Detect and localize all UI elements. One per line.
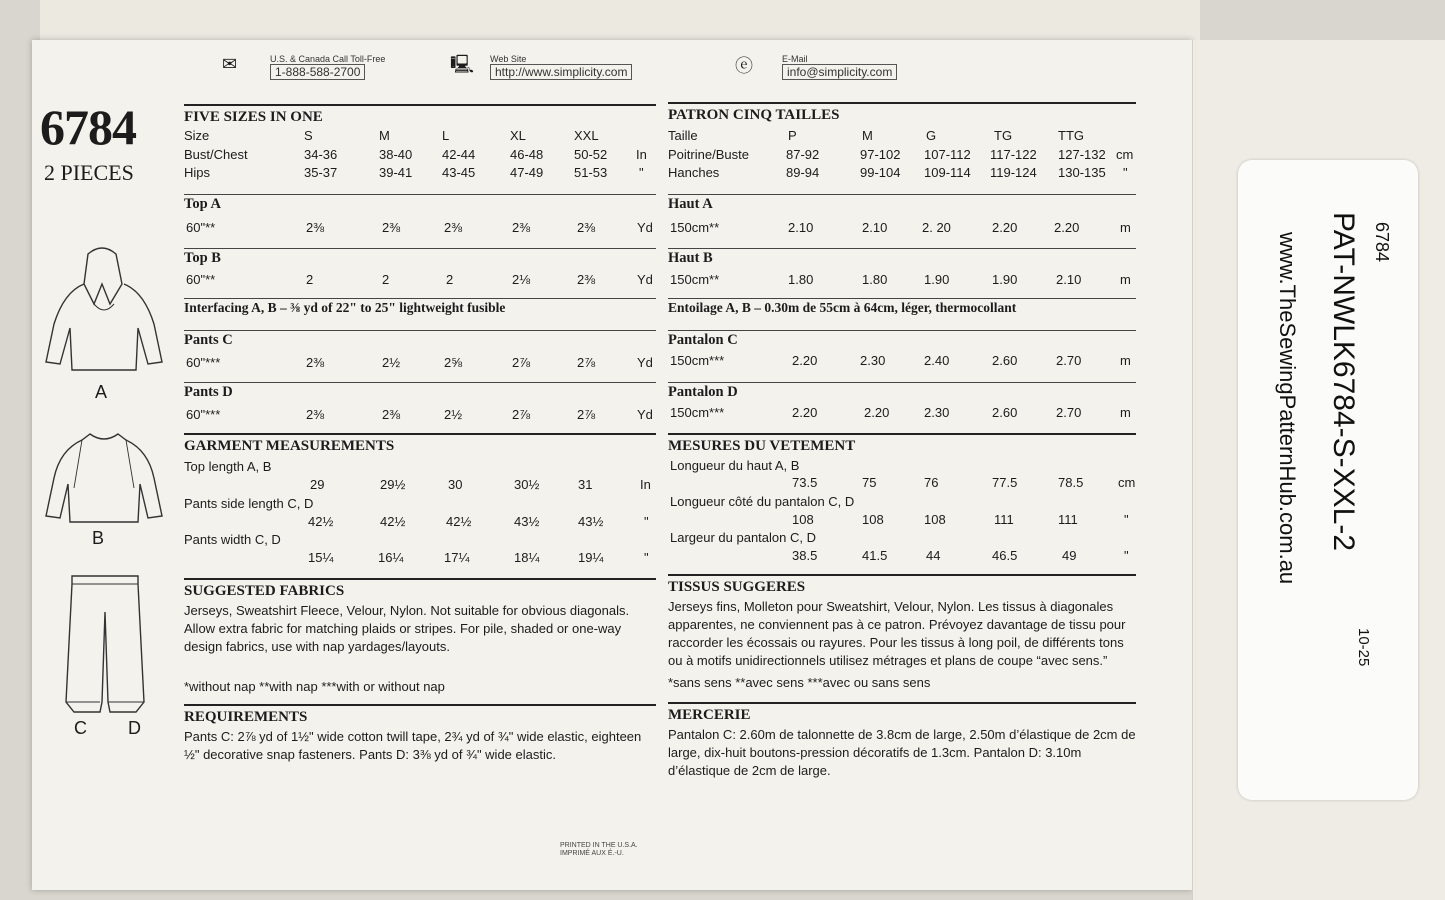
row-label: Hanches xyxy=(668,165,720,180)
cell: 2.20 xyxy=(792,405,818,420)
cell: 107-112 xyxy=(924,147,971,162)
pants-side-row-fr xyxy=(668,512,1136,530)
unit: cm xyxy=(1118,475,1136,490)
cell: 2⅝ xyxy=(444,355,463,370)
cell: 119-124 xyxy=(990,165,1037,180)
garment-title-fr: MESURES DU VETEMENT xyxy=(668,433,1136,455)
requirements-text-fr: Pantalon C: 2.60m de talonnette de 3.8cm de large, 2.50m d’élastique de 2cm de large, dix-huit boutons-pression décoratifs de 1.3cm. Pantalon D: 3.10m d’élastique de 2cm de large. xyxy=(668,727,1136,778)
size-cell: TG xyxy=(994,128,1013,143)
top-length-row-fr xyxy=(668,475,1136,493)
cell: 49 xyxy=(1062,548,1077,563)
size-label: Taille xyxy=(668,128,698,143)
cell: 75 xyxy=(862,475,877,490)
pants-d-row xyxy=(184,407,656,425)
top-length-label-fr xyxy=(668,458,1136,476)
cell: 78.5 xyxy=(1058,475,1084,490)
size-row xyxy=(184,128,656,146)
size-cell: G xyxy=(926,128,937,143)
cell: 43½ xyxy=(514,514,540,529)
cell: 2⅞ xyxy=(577,355,596,370)
pattern-number: 6784 xyxy=(40,99,136,155)
row-label: Pants width C, D xyxy=(184,532,281,547)
unit: Yd xyxy=(637,220,653,235)
cell: 87-92 xyxy=(786,147,820,162)
cell: 2.10 xyxy=(1056,272,1082,287)
cell: 38.5 xyxy=(792,548,818,563)
web-label: Web Site xyxy=(490,54,527,64)
pants-c-row xyxy=(184,355,656,373)
printed-fr: IMPRIMÉ AUX É.-U. xyxy=(560,850,624,857)
cell: 42½ xyxy=(308,514,334,529)
email-label: E-Mail xyxy=(782,54,808,64)
garment-title: GARMENT MEASUREMENTS xyxy=(184,433,656,455)
size-cell: M xyxy=(862,128,873,143)
sweatshirt-sketch xyxy=(44,428,164,526)
view-label-c: C xyxy=(74,718,87,738)
row-label: Bust/Chest xyxy=(184,147,248,162)
cell: 2.30 xyxy=(860,353,886,368)
hoodie-sketch xyxy=(44,244,164,374)
pattern-pieces: 2 PIECES xyxy=(44,160,134,185)
cell: 2.20 xyxy=(792,353,818,368)
cell: 2.30 xyxy=(924,405,950,420)
unit: " xyxy=(1124,512,1129,527)
cell: 2⅛ xyxy=(512,272,531,287)
pants-c-title: Pants C xyxy=(184,330,656,349)
fabrics-title-fr: TISSUS SUGGERES xyxy=(668,574,1136,596)
row-label: 60"*** xyxy=(186,355,221,370)
cell: 109-114 xyxy=(924,165,971,180)
pants-side-row xyxy=(184,514,656,532)
cell: 77.5 xyxy=(992,475,1018,490)
nap-note-fr: *sans sens **avec sens ***avec ou sans sens xyxy=(668,675,931,690)
top-b-title-fr: Haut B xyxy=(668,248,1136,267)
cell: 29 xyxy=(310,477,325,492)
phone-number: 1-888-588-2700 xyxy=(270,64,365,80)
unit: cm xyxy=(1116,147,1134,162)
web-contact xyxy=(490,54,632,80)
computer-icon: 🖳 xyxy=(450,54,475,75)
size-cell: TTG xyxy=(1058,128,1084,143)
cell: 42-44 xyxy=(442,147,476,162)
bust-row xyxy=(184,147,656,165)
unit: In xyxy=(636,147,647,162)
pants-c-row-fr xyxy=(668,353,1136,371)
unit: In xyxy=(640,477,651,492)
cell: 2⅜ xyxy=(306,407,325,422)
sizes-title-fr: PATRON CINQ TAILLES xyxy=(668,102,1136,124)
cell: 42½ xyxy=(446,514,472,529)
row-label: 150cm*** xyxy=(670,353,725,368)
top-a-row xyxy=(184,220,656,238)
cell: 130-135 xyxy=(1058,165,1106,180)
unit: Yd xyxy=(637,355,653,370)
cell: 2.20 xyxy=(1054,220,1080,235)
row-label: Longueur du haut A, B xyxy=(670,458,800,473)
sizes-title: FIVE SIZES IN ONE xyxy=(184,104,656,126)
size-cell: XXL xyxy=(574,128,599,143)
cell: 42½ xyxy=(380,514,406,529)
envelope-top-edge xyxy=(40,0,1200,42)
view-label-b: B xyxy=(92,528,105,548)
phone-contact xyxy=(270,54,385,80)
sticker-code: PAT-NWLK6784-S-XXL-2 xyxy=(1327,212,1360,552)
email-contact xyxy=(782,54,897,80)
row-label: 150cm** xyxy=(670,272,720,287)
cell: 1.80 xyxy=(788,272,814,287)
printed-en: PRINTED IN THE U.S.A. xyxy=(560,842,638,849)
top-b-row xyxy=(184,272,656,290)
mail-icon: ✉ xyxy=(222,54,238,75)
cell: 30½ xyxy=(514,477,540,492)
hips-row xyxy=(184,165,656,183)
cell: 97-102 xyxy=(860,147,901,162)
cell: 2⅜ xyxy=(382,220,401,235)
cell: 1.90 xyxy=(924,272,950,287)
phone-label: U.S. & Canada Call Toll-Free xyxy=(270,54,386,64)
unit: m xyxy=(1120,405,1131,420)
sticker-number: 6784 xyxy=(1372,222,1392,263)
cell: 73.5 xyxy=(792,475,818,490)
cell: 2⅜ xyxy=(306,220,325,235)
cell: 46-48 xyxy=(510,147,544,162)
unit: " xyxy=(639,165,644,180)
pants-width-label-fr xyxy=(668,530,1136,548)
row-label: Pants side length C, D xyxy=(184,496,314,511)
size-cell: XL xyxy=(510,128,526,143)
row-label: 60"** xyxy=(186,272,216,287)
unit: " xyxy=(1124,548,1129,563)
cell: 39-41 xyxy=(379,165,413,180)
top-a-title: Top A xyxy=(184,194,656,213)
cell: 2⅞ xyxy=(512,407,531,422)
top-a-title-fr: Haut A xyxy=(668,194,1136,213)
cell: 2.70 xyxy=(1056,353,1082,368)
requirements-title: REQUIREMENTS xyxy=(184,704,656,726)
pants-sketch xyxy=(64,572,146,716)
top-length-label xyxy=(184,459,656,477)
web-address: http://www.simplicity.com xyxy=(490,64,632,80)
cell: 18¼ xyxy=(514,550,540,565)
row-label: Hips xyxy=(184,165,211,180)
unit: m xyxy=(1120,353,1131,368)
size-cell: L xyxy=(442,128,450,143)
cell: 2.20 xyxy=(864,405,890,420)
unit: Yd xyxy=(637,407,653,422)
bust-row-fr xyxy=(668,147,1136,165)
unit: " xyxy=(644,550,649,565)
cell: 2 xyxy=(446,272,454,287)
row-label: 150cm** xyxy=(670,220,720,235)
cell: 2½ xyxy=(382,355,401,370)
requirements-title-fr: MERCERIE xyxy=(668,702,1136,724)
cell: 111 xyxy=(1058,512,1078,527)
row-label: Largeur du pantalon C, D xyxy=(670,530,816,545)
row-label: Poitrine/Buste xyxy=(668,147,749,162)
unit: " xyxy=(644,514,649,529)
cell: 16¼ xyxy=(378,550,404,565)
requirements-text: Pants C: 2⅞ yd of 1½" wide cotton twill tape, 2¾ yd of ¾" wide elastic, eighteen ½" decorative snap fasteners. Pants D: 3⅜ yd of ¾" wide elastic. xyxy=(184,729,642,762)
cell: 38-40 xyxy=(379,147,413,162)
top-length-row xyxy=(184,477,656,495)
view-label-a: A xyxy=(95,382,108,402)
cell: 2⅞ xyxy=(512,355,531,370)
top-b-row-fr xyxy=(668,272,1136,290)
size-cell: S xyxy=(304,128,313,143)
cell: 2⅜ xyxy=(382,407,401,422)
cell: 1.80 xyxy=(862,272,888,287)
cell: 51-53 xyxy=(574,165,608,180)
pants-side-label xyxy=(184,496,656,514)
cell: 2 xyxy=(306,272,314,287)
cell: 17¼ xyxy=(444,550,470,565)
interfacing-note: Interfacing A, B – ⅜ yd of 22" to 25" lightweight fusible xyxy=(184,298,656,316)
pants-side-label-fr xyxy=(668,494,1136,512)
cell: 99-104 xyxy=(860,165,901,180)
cell: 2⅞ xyxy=(577,407,596,422)
cell: 34-36 xyxy=(304,147,338,162)
cell: 108 xyxy=(924,512,946,527)
printed-in-usa xyxy=(560,842,638,858)
cell: 43-45 xyxy=(442,165,476,180)
cell: 2.10 xyxy=(862,220,888,235)
cell: 41.5 xyxy=(862,548,888,563)
cell: 2. 20 xyxy=(922,220,951,235)
cell: 15¼ xyxy=(308,550,334,565)
sticker-site: www.TheSewingPatternHub.com.au xyxy=(1275,232,1300,585)
size-row-fr xyxy=(668,128,1136,146)
size-cell: M xyxy=(379,128,390,143)
row-label: 150cm*** xyxy=(670,405,725,420)
cell: 19¼ xyxy=(578,550,604,565)
unit: m xyxy=(1120,220,1131,235)
cell: 108 xyxy=(862,512,884,527)
cell: 117-122 xyxy=(990,147,1037,162)
cell: 2 xyxy=(382,272,390,287)
sticker-date: 10-25 xyxy=(1355,628,1372,667)
interfacing-note-fr: Entoilage A, B – 0.30m de 55cm à 64cm, léger, thermocollant xyxy=(668,298,1136,316)
pants-width-row-fr xyxy=(668,548,1136,566)
cell: 2⅜ xyxy=(512,220,531,235)
cell: 2.60 xyxy=(992,353,1018,368)
email-icon: ⓔ xyxy=(735,56,753,77)
cell: 2⅜ xyxy=(444,220,463,235)
cell: 47-49 xyxy=(510,165,544,180)
cell: 46.5 xyxy=(992,548,1018,563)
row-label: Longueur côté du pantalon C, D xyxy=(670,494,855,509)
cell: 89-94 xyxy=(786,165,820,180)
pants-d-title-fr: Pantalon D xyxy=(668,382,1136,401)
cell: 127-132 xyxy=(1058,147,1106,162)
row-label: Top length A, B xyxy=(184,459,272,474)
fabrics-title: SUGGESTED FABRICS xyxy=(184,578,656,600)
cell: 2⅜ xyxy=(306,355,325,370)
cell: 31 xyxy=(578,477,593,492)
top-a-row-fr xyxy=(668,220,1136,238)
cell: 2.60 xyxy=(992,405,1018,420)
cell: 2.70 xyxy=(1056,405,1082,420)
size-label: Size xyxy=(184,128,210,143)
cell: 2½ xyxy=(444,407,463,422)
cell: 43½ xyxy=(578,514,604,529)
cell: 2⅜ xyxy=(577,272,596,287)
unit: " xyxy=(1123,165,1128,180)
pants-d-row-fr xyxy=(668,405,1136,423)
unit: m xyxy=(1120,272,1131,287)
cell: 76 xyxy=(924,475,939,490)
pants-width-label xyxy=(184,532,656,550)
cell: 50-52 xyxy=(574,147,608,162)
cell: 108 xyxy=(792,512,814,527)
cell: 2.20 xyxy=(992,220,1018,235)
top-b-title: Top B xyxy=(184,248,656,267)
size-cell: P xyxy=(788,128,797,143)
unit: Yd xyxy=(637,272,653,287)
cell: 2.10 xyxy=(788,220,814,235)
cell: 30 xyxy=(448,477,463,492)
pants-d-title: Pants D xyxy=(184,382,656,401)
row-label: 60"** xyxy=(186,220,216,235)
pants-c-title-fr: Pantalon C xyxy=(668,330,1136,349)
cell: 111 xyxy=(994,512,1014,527)
fabrics-text-fr: Jerseys fins, Molleton pour Sweatshirt, Velour, Nylon. Les tissus à diagonales apparentes, ne conviennent pas à ce patron. Prévoyez davantage de tissu pour raccorder les écossais ou rayures. Pour les tissus à long poil, de différents tons ou à motifs unidirectionnels utilisez métrages et plans de coupe “avec sens.” xyxy=(668,599,1126,668)
cell: 29½ xyxy=(380,477,406,492)
hips-row-fr xyxy=(668,165,1136,183)
view-label-d: D xyxy=(128,718,141,738)
cell: 1.90 xyxy=(992,272,1018,287)
cell: 44 xyxy=(926,548,941,563)
cell: 35-37 xyxy=(304,165,338,180)
fabrics-text: Jerseys, Sweatshirt Fleece, Velour, Nylon. Not suitable for obvious diagonals. Allow extra fabric for matching plaids or stripes. For pile, shaded or one-way design fabrics, use with nap yardages/layouts. xyxy=(184,603,630,654)
row-label: 60"*** xyxy=(186,407,221,422)
cell: 2.40 xyxy=(924,353,950,368)
pants-width-row xyxy=(184,550,656,568)
nap-note: *without nap **with nap ***with or without nap xyxy=(184,679,445,694)
cell: 2⅜ xyxy=(577,220,596,235)
email-address: info@simplicity.com xyxy=(782,64,897,80)
